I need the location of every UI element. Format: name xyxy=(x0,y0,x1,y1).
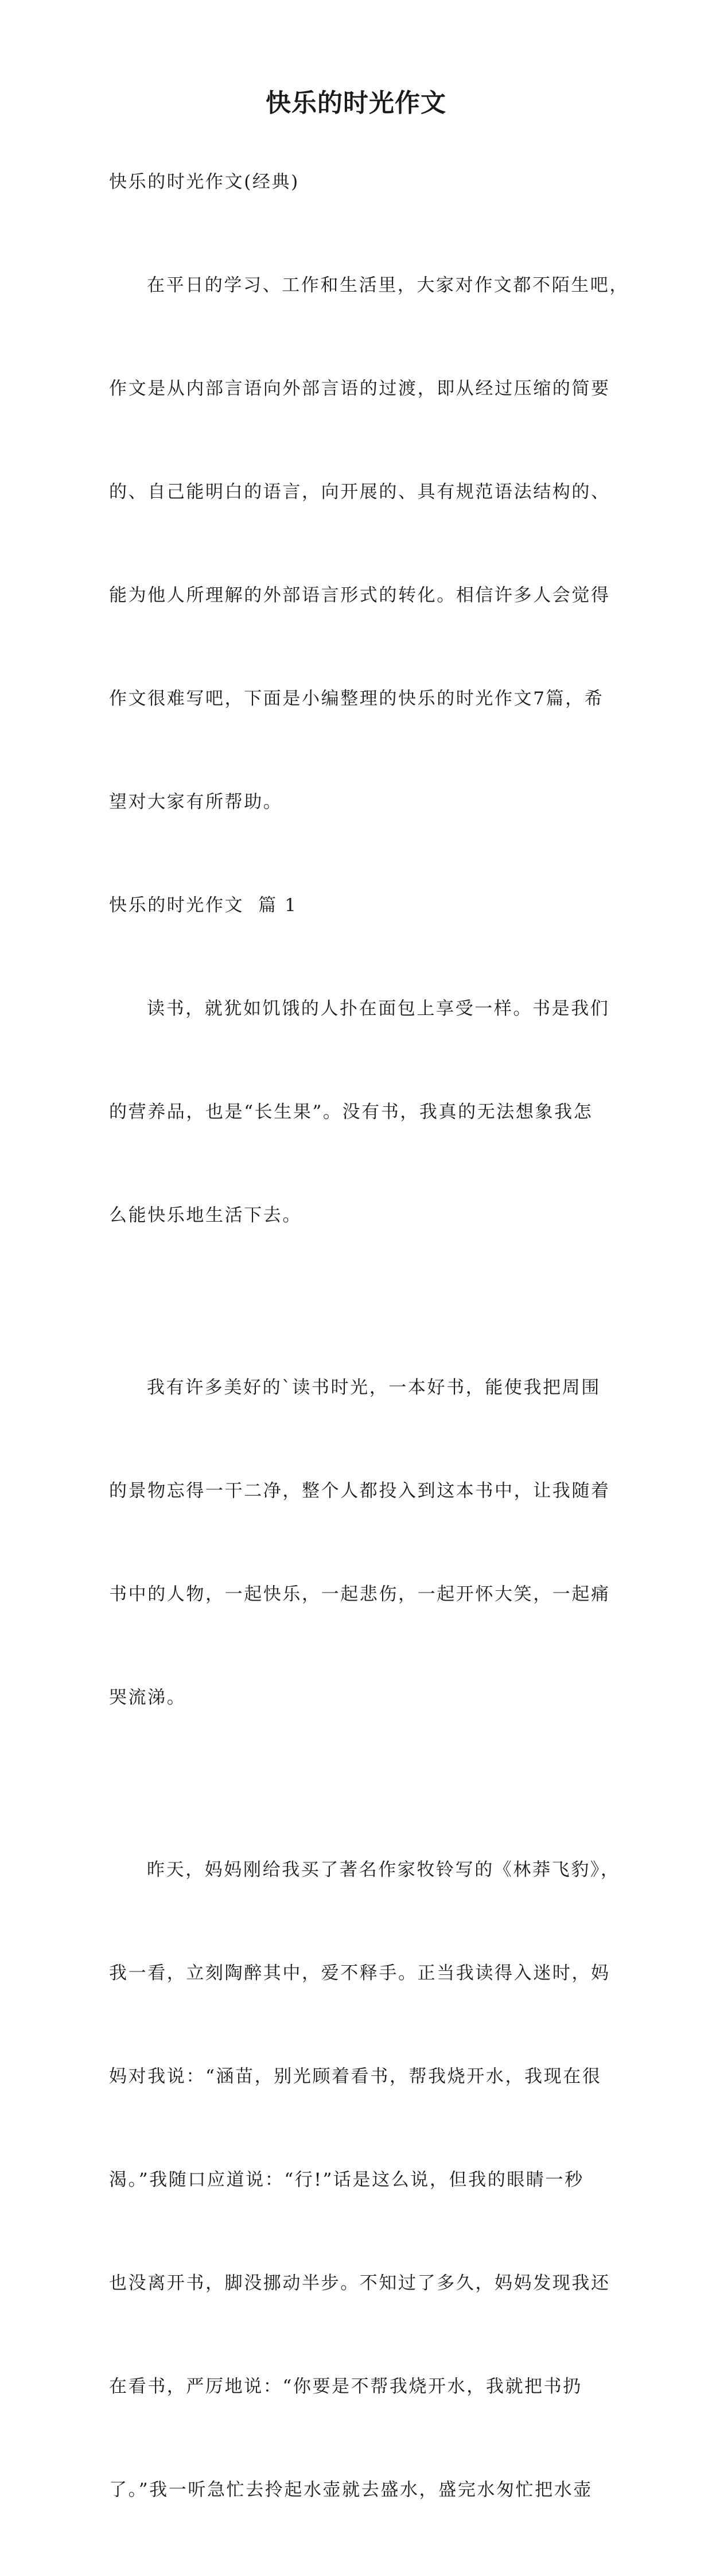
intro-paragraph xyxy=(109,199,629,888)
text-line: 也没离开书，脚没挪动半步。不知过了多久，妈妈发现我还 xyxy=(109,2273,610,2294)
text-line: 了。”我一听急忙去拎起水壶就去盛水，盛完水匆忙把水壶 xyxy=(109,2480,593,2500)
text-line: 我有许多美好的`读书时光，一本好书，能使我把周围 xyxy=(147,1377,601,1398)
text-line: 的营养品，也是“长生果”。没有书，我真的无法想象我怎 xyxy=(109,1102,593,1122)
text-line: 作文是从内部言语向外部言语的过渡，即从经过压缩的简要 xyxy=(109,378,610,399)
document-subtitle: 快乐的时光作文(经典) xyxy=(109,172,299,192)
text-line: 能为他人所理解的外部语言形式的转化。相信许多人会觉得 xyxy=(109,585,610,606)
text-line: 妈对我说：“涵苗，别光顾着看书，帮我烧开水，我现在很 xyxy=(109,2066,602,2087)
text-line: 望对大家有所帮助。 xyxy=(109,792,283,812)
text-line: 在看书，严厉地说：“你要是不帮我烧开水，我就把书扔 xyxy=(109,2376,582,2397)
text-line: 渴。”我随口应道说：“行!”话是这么说，但我的眼睛一秒 xyxy=(109,2170,584,2190)
text-line: 的、自己能明白的语言，向开展的、具有规范语法结构的、 xyxy=(109,482,610,502)
text-line: 哭流涕。 xyxy=(109,1687,186,1708)
body-paragraph xyxy=(109,1784,620,2576)
body-paragraph xyxy=(109,1301,608,1784)
text-line: 书中的人物，一起快乐，一起悲伤，一起开怀大笑，一起痛 xyxy=(109,1584,610,1605)
text-line: 昨天，妈妈刚给我买了著名作家牧铃写的《林莽飞豹》， xyxy=(147,1860,620,1880)
text-line: 作文很难写吧，下面是小编整理的快乐的时光作文7篇，希 xyxy=(109,688,604,709)
text-line: 的景物忘得一干二净，整个人都投入到这本书中，让我随着 xyxy=(109,1481,610,1501)
document-body xyxy=(109,165,629,2576)
text-line: 我一看，立刻陶醉其中，爱不释手。正当我读得入迷时，妈 xyxy=(109,1963,610,1984)
body-paragraph xyxy=(109,923,608,1301)
text-line: 么能快乐地生活下去。 xyxy=(109,1205,302,1226)
text-line: 读书，就犹如饥饿的人扑在面包上享受一样。书是我们 xyxy=(147,998,610,1019)
document-title: 快乐的时光作文 xyxy=(266,88,446,118)
text-line: 在平日的学习、工作和生活里，大家对作文都不陌生吧， xyxy=(147,275,629,296)
section-heading: 快乐的时光作文 篇 1 xyxy=(109,895,298,916)
